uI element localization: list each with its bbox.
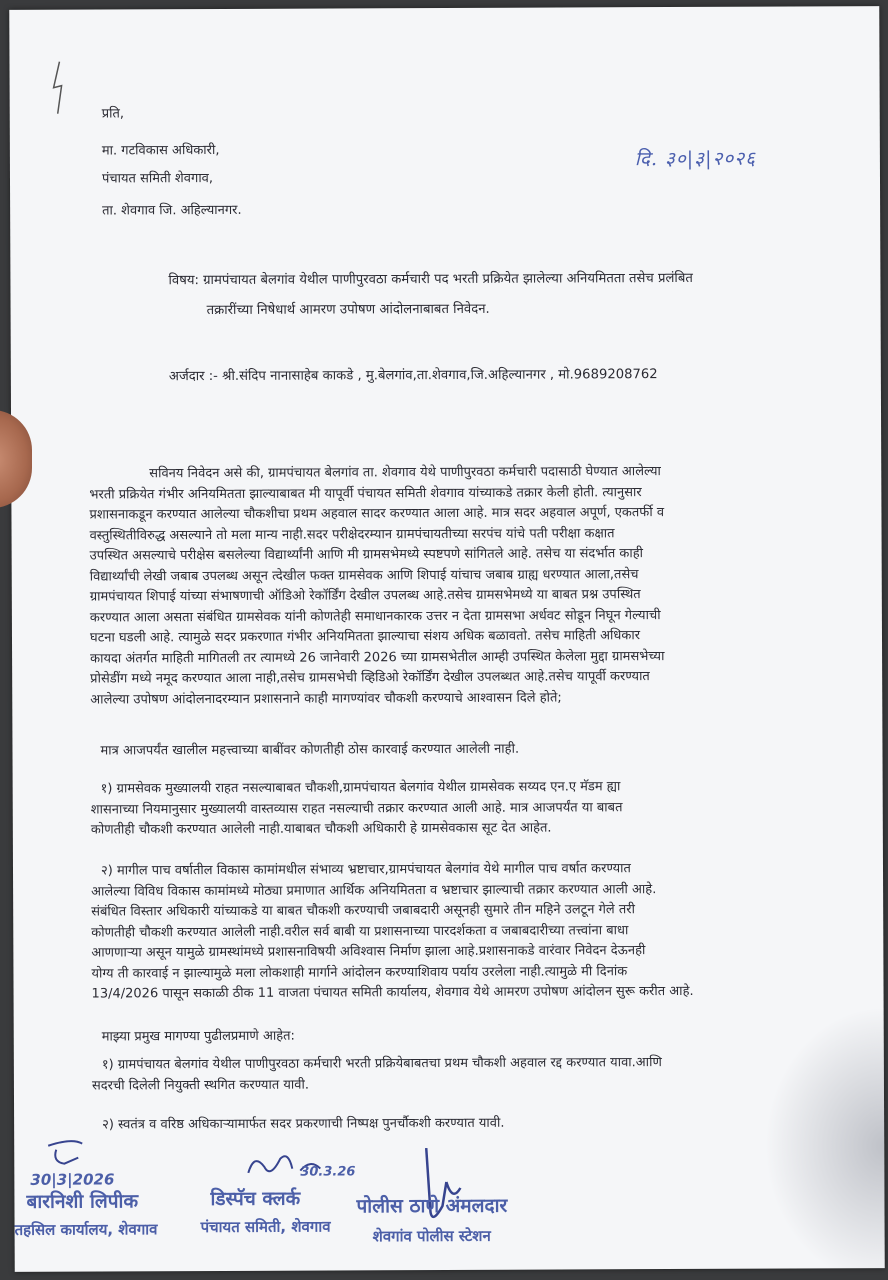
point2-line: 13/4/2026 पासून सकाळी ठीक 11 वाजता पंचायत समिती कार्यालय, शेवगाव येथे आमरण उपोषण आंदोलन सुरू करीत आहे. (91, 983, 694, 1002)
para1-line: वस्तुस्थितीविरुद्ध असल्याने तो मला मान्य नाही.सदर परीक्षेदरम्यान ग्रामपंचायतीच्या सरपंच यांचे पती परीक्षा कक्षात (89, 525, 615, 544)
demand1-line: सदरची दिलेली नियुक्ती स्थगित करण्यात यावी. (91, 1077, 310, 1094)
para1-line: ग्रामपंचायत शिपाई यांच्या संभाषणाची ऑडिओ रेकॉर्डिंग देखील उपलब्ध आहे.तसेच ग्रामसभेमध्ये या बाबत प्रश्न उपस्थित (89, 587, 641, 605)
mid-stamp-office: पंचायत समिती, शेवगाव (200, 1217, 331, 1237)
to-label: प्रति, (101, 106, 125, 122)
pencil-mark (47, 58, 67, 118)
recipient-line-3: ता. शेवगाव जि. अहिल्यानगर. (102, 202, 242, 219)
point-1 (91, 777, 791, 842)
demand-1 (92, 1052, 792, 1096)
point1-line: १) ग्रामसेवक मुख्यालयी राहत नसल्याबाबत चौकशी,ग्रामपंचायत बेलगांव येथील ग्रामसेवक सय्यद एन.ए मॅडम ह्या (100, 779, 621, 797)
para1-line: भरती प्रक्रियेत गंभीर अनियमितता झाल्याबाबत मी यापूर्वी पंचायत समिती शेवगाव यांच्याकडे तक्रार केली होती. त्यानुसार (89, 484, 642, 503)
point2-line: कोणतीही चौकशी करण्यात आलेली नाही.वरील सर्व बाबी या प्रशासनाच्या पारदर्शकता व जबाबदारीच्या तत्त्वांना बाधा (91, 922, 629, 941)
para1-line: करण्यात आला असता संबंधित ग्रामसेवक यांनी कोणतेही समाधानकारक उत्तर न देता ग्रामसभा अर्धवट सोडून निघून गेल्याची (89, 607, 661, 626)
para1-line: सविनय निवेदन असे की, ग्रामपंचायत बेलगांव ता. शेवगाव येथे पाणीपुरवठा कर्मचारी पदासाठी घेण्यात आलेल्या (149, 464, 661, 482)
right-stamp-title: पोलीस ठाणे अंमलदार (356, 1194, 508, 1218)
demand1-line: १) ग्रामपंचायत बेलगांव येथील पाणीपुरवठा कर्मचारी भरती प्रक्रियेबाबतचा प्रथम चौकशी अहवाल रद्द करण्यात यावा.आणि (101, 1055, 662, 1073)
subject (168, 264, 693, 326)
handwritten-date: दि. ३०|३|२०२६ (634, 147, 757, 171)
para1-line: विद्यार्थ्यांची लेखी जबाब उपलब्ध असून त्देखील फक्त ग्रामसेवक आणि शिपाई यांचाच जबाब ग्राह्य धरण्यात आला,तसेच (89, 566, 639, 585)
para1-line: घटना घडली आहे. त्यामुळे सदर प्रकरणात गंभीर अनियमितता झाल्याचा संशय अधिक बळावतो. तसेच माहिती अधिकार (89, 628, 641, 646)
point2-line: २) मागील पाच वर्षातील विकास कामांमधील संभाव्य भ्रष्टाचार,ग्रामपंचायत बेलगांव येथे मागील पाच वर्षात करण्यात (100, 861, 631, 879)
demands-heading: माझ्या प्रमुख मागण्या पुढीलप्रमाणे आहेत: (101, 1028, 295, 1045)
para1-line: आलेल्या उपोषण आंदोलनादरम्यान प्रशासनाने काही मागण्यांवर चौकशी करण्याचे आश्वासन दिले होते; (90, 690, 562, 708)
subject-line-2: तक्रारींच्या निषेधार्थ आमरण उपोषण आंदोलनाबाबत निवेदन. (206, 301, 490, 319)
left-signature (42, 1136, 102, 1170)
applicant-line: अर्जदार :- श्री.संदिप नानासाहेब काकडे , मु.बेलगांव,ता.शेवगाव,जि.अहिल्यानगर , मो.9689208762 (168, 367, 658, 385)
demand-2: २) स्वतंत्र व वरिष्ठ अधिकाऱ्यामार्फत सदर प्रकरणाची निष्पक्ष पुनर्चौकशी करण्यात यावी. (102, 1115, 505, 1133)
left-stamp-office: तहसिल कार्यालय, शेवगाव (14, 1220, 158, 1239)
para1-line: प्रोसेडींग मध्ये नमूद करण्यात आला नाही,तसेच ग्रामसभेची व्हिडिओ रेकॉर्डिंग देखील उपलब्धत आहे.तसेच यापूर्वी करण्यात (90, 669, 650, 687)
mid-stamp-date: 30.3.26 (300, 1164, 356, 1180)
point2-line: आणणाऱ्या असून यामुळे ग्रामस्थांमध्ये प्रशासनाविषयी अविश्वास निर्माण झाला आहे.प्रशासनाकडे वारंवार निवेदन देऊनही (91, 943, 646, 961)
mid-stamp-title: डिस्पॅच क्लर्क (210, 1187, 301, 1211)
recipient-line-2: पंचायत समिती शेवगाव, (101, 171, 214, 187)
recipient-line-1: मा. गटविकास अधिकारी, (101, 142, 220, 159)
body-paragraph-2: मात्र आजपर्यंत खालील महत्त्वाच्या बाबींवर कोणतीही ठोस कारवाई करण्यात आलेली नाही. (100, 741, 520, 759)
point2-line: आलेल्या विविध विकास कामांमध्ये मोठ्या प्रमाणात आर्थिक अनियमितता व भ्रष्टाचार झाल्याची तक्रार करण्यात आली आहे. (91, 881, 657, 900)
body-paragraph-1 (89, 462, 790, 711)
left-stamp-title: बारनिशी लिपीक (26, 1190, 139, 1213)
subject-line-1: विषय: ग्रामपंचायत बेलगांव येथील पाणीपुरवठा कर्मचारी पद भरती प्रक्रियेत झालेल्या अनियमितता तसेच प्रलंबित (168, 270, 693, 289)
point-2 (91, 859, 792, 1006)
right-signature (412, 1142, 472, 1232)
para1-line: प्रशासनाकडून करण्यात आलेल्या चौकशीचा प्रथम अहवाल सादर करण्यात आला आहे. मात्र सदर अहवाल अपूर्ण, एकतर्फी व (89, 505, 665, 523)
letter-page (9, 6, 884, 1272)
para1-line: कायदा अंतर्गत माहिती मागितली तर त्यामध्ये 26 जानेवारी 2026 च्या ग्रामसभेतील आम्ही उपस्थित केलेला मुद्दा ग्रामसभेच्या (90, 648, 665, 667)
para1-line: उपस्थित असल्याचे परीक्षेस बसलेल्या विद्यार्थ्यांनी आणि मी ग्रामसभेमध्ये स्पष्टपणे सांगितले आहे. तसेच या संदर्भात काही (89, 546, 644, 564)
right-stamp-office: शेवगांव पोलीस स्टेशन (372, 1226, 491, 1246)
left-stamp-date: 30|3|2026 (30, 1170, 115, 1189)
point2-line: योग्य ती कारवाई न झाल्यामुळे मला लोकशाही मार्गाने आंदोलन करण्याशिवाय पर्याय उरलेला नाही.त्यामुळे मी दिनांक (91, 963, 628, 982)
point1-line: शासनाच्या नियमानुसार मुख्यालयी वास्तव्यास राहत नसल्याची तक्रार करण्यात आली आहे. मात्र आजपर्यंत या बाबत (90, 799, 623, 818)
point2-line: संबंधित विस्तार अधिकारी यांच्याकडे या बाबत चौकशी करण्याची जबाबदारी असूनही सुमारे तीन महिने उलटून गेले तरी (91, 902, 635, 920)
point1-line: कोणतीही चौकशी करण्यात आलेली नाही.याबाबत चौकशी अधिकारी हे ग्रामसेवकास सूट देत आहेत. (90, 820, 552, 838)
